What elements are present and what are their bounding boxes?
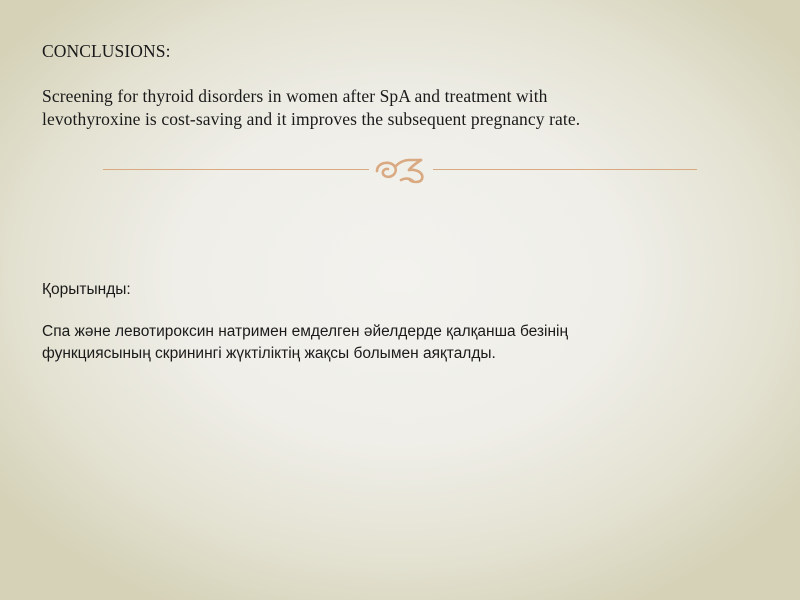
- divider-line-left: [103, 169, 369, 170]
- ornament-flourish-icon: [371, 154, 431, 184]
- kazakh-conclusions: [42, 279, 742, 365]
- english-conclusions: [42, 40, 742, 130]
- ornament-divider: [103, 154, 697, 184]
- english-body-line-1: Screening for thyroid disorders in women after SpA and treatment with: [42, 85, 548, 106]
- kazakh-body-line-2: функциясының скринингі жүктіліктің жақсы болымен аяқталды.: [42, 345, 496, 362]
- divider-line-right: [433, 169, 697, 170]
- english-heading: CONCLUSIONS:: [42, 41, 171, 61]
- kazakh-body: [42, 321, 742, 365]
- english-body-line-2: levothyroxine is cost-saving and it improves the subsequent pregnancy rate.: [42, 108, 581, 129]
- kazakh-heading: Қорытынды:: [42, 281, 131, 298]
- kazakh-body-line-1: Спа және левотироксин натримен емделген әйелдерде қалқанша безінің: [42, 323, 569, 340]
- english-body: [42, 85, 742, 131]
